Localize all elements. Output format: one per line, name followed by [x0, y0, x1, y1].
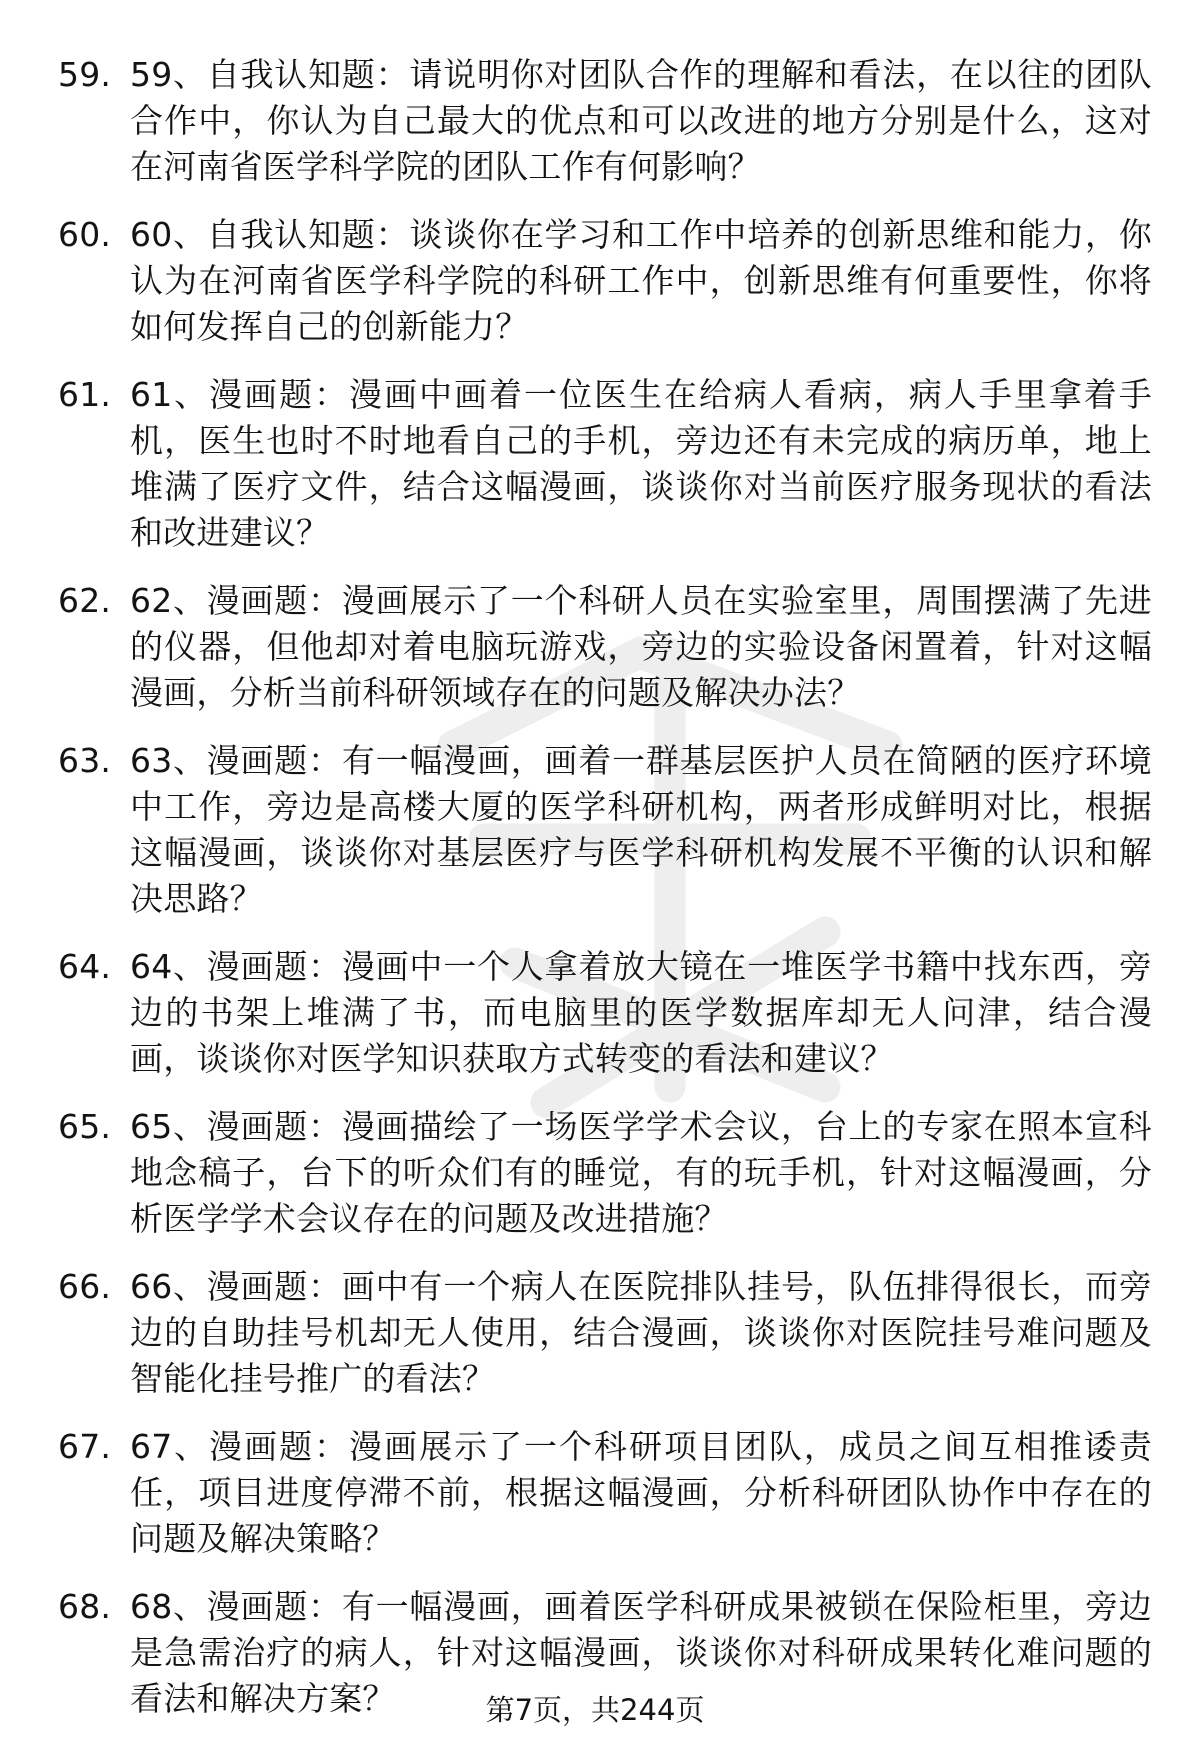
question-item [58, 944, 1152, 1082]
question-text: 60、自我认知题：谈谈你在学习和工作中培养的创新思维和能力，你认为在河南省医学科学院的科研工作中，创新思维有何重要性，你将如何发挥自己的创新能力？ [130, 215, 1152, 346]
question-text: 67、漫画题：漫画展示了一个科研项目团队，成员之间互相推诿责任，项目进度停滞不前，根据这幅漫画，分析科研团队协作中存在的问题及解决策略？ [130, 1427, 1152, 1558]
question-item [58, 578, 1152, 716]
question-number: 61. [58, 375, 112, 414]
page-footer: 第7页，共244页 [485, 1693, 705, 1727]
question-item [58, 1424, 1152, 1562]
question-item [58, 738, 1152, 922]
question-text: 59、自我认知题：请说明你对团队合作的理解和看法，在以往的团队合作中，你认为自己最大的优点和可以改进的地方分别是什么，这对在河南省医学科学院的团队工作有何影响？ [130, 55, 1152, 186]
question-text: 66、漫画题：画中有一个病人在医院排队挂号，队伍排得很长，而旁边的自助挂号机却无人使用，结合漫画，谈谈你对医院挂号难问题及智能化挂号推广的看法？ [130, 1267, 1152, 1398]
question-number: 66. [58, 1267, 112, 1306]
question-text: 68、漫画题：有一幅漫画，画着医学科研成果被锁在保险柜里，旁边是急需治疗的病人，针对这幅漫画，谈谈你对科研成果转化难问题的看法和解决方案？ [130, 1587, 1152, 1718]
question-number: 60. [58, 215, 112, 254]
question-number: 62. [58, 581, 112, 620]
question-list [58, 52, 1152, 1744]
question-item [58, 212, 1152, 350]
question-number: 63. [58, 741, 112, 780]
question-text: 61、漫画题：漫画中画着一位医生在给病人看病，病人手里拿着手机，医生也时不时地看自己的手机，旁边还有未完成的病历单，地上堆满了医疗文件，结合这幅漫画，谈谈你对当前医疗服务现状的看法和改进建议？ [130, 375, 1152, 552]
question-item [58, 372, 1152, 556]
question-number: 59. [58, 55, 112, 94]
question-number: 64. [58, 947, 112, 986]
question-text: 62、漫画题：漫画展示了一个科研人员在实验室里，周围摆满了先进的仪器，但他却对着电脑玩游戏，旁边的实验设备闲置着，针对这幅漫画，分析当前科研领域存在的问题及解决办法？ [130, 581, 1152, 712]
question-number: 67. [58, 1427, 112, 1466]
question-text: 65、漫画题：漫画描绘了一场医学学术会议，台上的专家在照本宣科地念稿子，台下的听众们有的睡觉，有的玩手机，针对这幅漫画，分析医学学术会议存在的问题及改进措施？ [130, 1107, 1152, 1238]
question-item [58, 1104, 1152, 1242]
question-text: 63、漫画题：有一幅漫画，画着一群基层医护人员在简陋的医疗环境中工作，旁边是高楼大厦的医学科研机构，两者形成鲜明对比，根据这幅漫画，谈谈你对基层医疗与医学科研机构发展不平衡的认识和解决思路？ [130, 741, 1152, 918]
question-number: 68. [58, 1587, 112, 1626]
question-item [58, 1264, 1152, 1402]
question-number: 65. [58, 1107, 112, 1146]
question-item [58, 52, 1152, 190]
question-text: 64、漫画题：漫画中一个人拿着放大镜在一堆医学书籍中找东西，旁边的书架上堆满了书，而电脑里的医学数据库却无人问津，结合漫画，谈谈你对医学知识获取方式转变的看法和建议？ [130, 947, 1152, 1078]
